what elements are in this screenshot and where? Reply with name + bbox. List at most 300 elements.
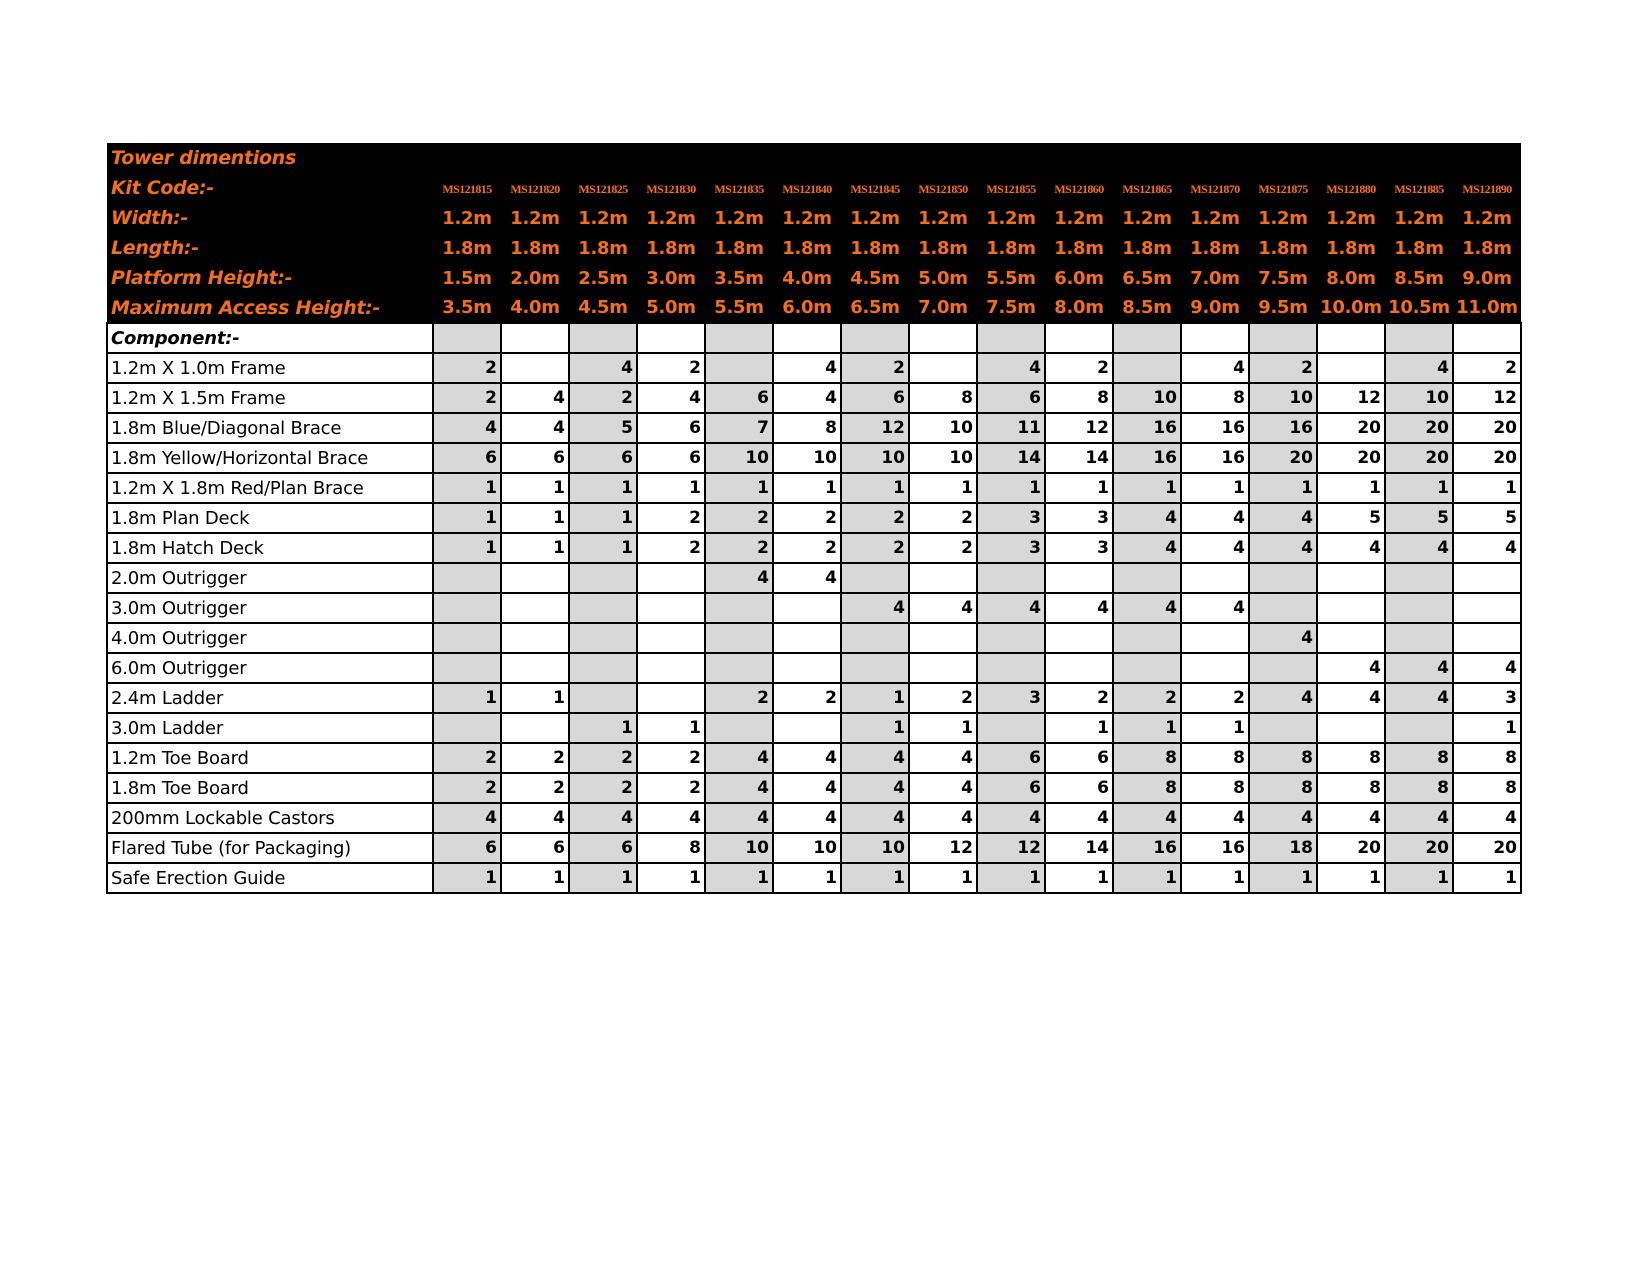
component-quantity: 6 xyxy=(1045,773,1113,803)
header-blank-cell xyxy=(637,143,705,173)
component-quantity: 2 xyxy=(501,743,569,773)
component-name: 200mm Lockable Castors xyxy=(107,803,433,833)
component-quantity: 1 xyxy=(501,683,569,713)
component-quantity: 10 xyxy=(909,443,977,473)
component-quantity: 1 xyxy=(909,863,977,893)
component-quantity: 1 xyxy=(501,473,569,503)
component-quantity: 3 xyxy=(977,683,1045,713)
access-height-row-value: 4.5m xyxy=(569,293,637,323)
component-quantity: 4 xyxy=(1249,503,1317,533)
component-quantity: 1 xyxy=(1181,713,1249,743)
component-quantity xyxy=(1453,623,1521,653)
component-quantity: 2 xyxy=(841,533,909,563)
component-quantity: 4 xyxy=(501,383,569,413)
header-blank-cell xyxy=(841,143,909,173)
table-row xyxy=(107,713,1521,743)
component-quantity: 1 xyxy=(433,503,501,533)
component-name: 2.0m Outrigger xyxy=(107,563,433,593)
kit-code-row-value: MS121855 xyxy=(977,173,1045,203)
access-height-row-value: 3.5m xyxy=(433,293,501,323)
length-row-value: 1.8m xyxy=(569,233,637,263)
component-header-cell xyxy=(637,323,705,353)
component-quantity xyxy=(1181,653,1249,683)
component-quantity: 16 xyxy=(1181,443,1249,473)
kit-code-row-value: MS121815 xyxy=(433,173,501,203)
component-quantity: 2 xyxy=(705,533,773,563)
component-quantity: 8 xyxy=(1045,383,1113,413)
component-quantity: 10 xyxy=(705,833,773,863)
component-quantity: 2 xyxy=(569,773,637,803)
component-quantity: 5 xyxy=(569,413,637,443)
component-quantity xyxy=(637,623,705,653)
platform-height-row xyxy=(107,263,1521,293)
platform-height-row-value: 1.5m xyxy=(433,263,501,293)
platform-height-row-value: 7.5m xyxy=(1249,263,1317,293)
component-quantity: 1 xyxy=(841,473,909,503)
platform-height-row-value: 8.0m xyxy=(1317,263,1385,293)
component-quantity xyxy=(1317,713,1385,743)
component-quantity: 18 xyxy=(1249,833,1317,863)
component-quantity xyxy=(569,683,637,713)
component-quantity: 1 xyxy=(433,863,501,893)
component-quantity: 4 xyxy=(1385,353,1453,383)
component-quantity: 4 xyxy=(433,803,501,833)
component-quantity: 1 xyxy=(909,713,977,743)
kit-table-container xyxy=(106,143,1522,894)
component-name: 3.0m Ladder xyxy=(107,713,433,743)
component-quantity: 4 xyxy=(705,803,773,833)
component-quantity xyxy=(501,353,569,383)
access-height-row-value: 9.5m xyxy=(1249,293,1317,323)
length-row-label: Length:- xyxy=(107,233,433,263)
kit-component-table xyxy=(106,143,1522,894)
component-header-row xyxy=(107,323,1521,353)
component-quantity: 6 xyxy=(433,443,501,473)
component-quantity: 2 xyxy=(433,353,501,383)
component-quantity: 1 xyxy=(501,863,569,893)
component-quantity: 1 xyxy=(501,503,569,533)
kit-code-row-value: MS121885 xyxy=(1385,173,1453,203)
component-quantity xyxy=(433,653,501,683)
table-row xyxy=(107,803,1521,833)
component-quantity xyxy=(501,713,569,743)
component-quantity xyxy=(705,653,773,683)
component-quantity: 6 xyxy=(841,383,909,413)
width-row-label: Width:- xyxy=(107,203,433,233)
access-height-row-value: 5.0m xyxy=(637,293,705,323)
component-quantity: 2 xyxy=(433,383,501,413)
component-quantity xyxy=(977,623,1045,653)
title-row-label: Tower dimentions xyxy=(107,143,433,173)
component-quantity: 1 xyxy=(1113,473,1181,503)
width-row-value: 1.2m xyxy=(977,203,1045,233)
component-quantity: 4 xyxy=(1385,533,1453,563)
component-quantity: 1 xyxy=(637,713,705,743)
component-quantity: 6 xyxy=(569,833,637,863)
component-quantity: 1 xyxy=(1249,863,1317,893)
component-quantity xyxy=(1317,623,1385,653)
component-quantity xyxy=(637,563,705,593)
component-header-label: Component:- xyxy=(107,323,433,353)
component-quantity xyxy=(1317,353,1385,383)
component-quantity: 8 xyxy=(1181,383,1249,413)
length-row-value: 1.8m xyxy=(1181,233,1249,263)
length-row-value: 1.8m xyxy=(773,233,841,263)
component-quantity xyxy=(705,353,773,383)
table-row xyxy=(107,473,1521,503)
component-quantity: 8 xyxy=(637,833,705,863)
length-row-value: 1.8m xyxy=(1045,233,1113,263)
component-quantity: 4 xyxy=(1113,593,1181,623)
header-blank-cell xyxy=(1385,143,1453,173)
component-quantity xyxy=(637,683,705,713)
component-quantity: 16 xyxy=(1181,833,1249,863)
component-name: 1.2m Toe Board xyxy=(107,743,433,773)
component-quantity: 14 xyxy=(977,443,1045,473)
table-row xyxy=(107,413,1521,443)
component-quantity: 8 xyxy=(1317,773,1385,803)
component-quantity: 8 xyxy=(1113,773,1181,803)
component-header-cell xyxy=(1385,323,1453,353)
component-quantity: 4 xyxy=(1181,533,1249,563)
component-quantity: 8 xyxy=(1181,743,1249,773)
component-quantity: 4 xyxy=(1181,593,1249,623)
component-quantity: 4 xyxy=(1317,683,1385,713)
component-quantity: 1 xyxy=(1045,473,1113,503)
component-quantity: 4 xyxy=(705,773,773,803)
component-quantity: 16 xyxy=(1181,413,1249,443)
width-row-value: 1.2m xyxy=(841,203,909,233)
component-quantity: 6 xyxy=(977,383,1045,413)
component-quantity: 4 xyxy=(909,593,977,623)
component-quantity: 16 xyxy=(1113,413,1181,443)
component-quantity xyxy=(1317,563,1385,593)
component-quantity: 10 xyxy=(773,443,841,473)
component-quantity: 3 xyxy=(1045,503,1113,533)
component-quantity: 5 xyxy=(1453,503,1521,533)
component-quantity: 2 xyxy=(637,743,705,773)
component-quantity: 1 xyxy=(1385,863,1453,893)
component-quantity: 8 xyxy=(1113,743,1181,773)
component-name: 1.2m X 1.5m Frame xyxy=(107,383,433,413)
component-quantity: 6 xyxy=(977,743,1045,773)
component-quantity xyxy=(841,623,909,653)
table-row xyxy=(107,653,1521,683)
component-quantity: 1 xyxy=(1249,473,1317,503)
component-quantity: 2 xyxy=(909,533,977,563)
component-quantity: 20 xyxy=(1249,443,1317,473)
component-quantity: 11 xyxy=(977,413,1045,443)
component-quantity xyxy=(1045,623,1113,653)
kit-code-row-value: MS121840 xyxy=(773,173,841,203)
component-header-cell xyxy=(1181,323,1249,353)
component-name: 1.8m Yellow/Horizontal Brace xyxy=(107,443,433,473)
kit-code-row-label: Kit Code:- xyxy=(107,173,433,203)
component-name: 1.8m Toe Board xyxy=(107,773,433,803)
component-quantity xyxy=(1045,653,1113,683)
component-quantity: 1 xyxy=(501,533,569,563)
component-quantity: 4 xyxy=(909,803,977,833)
length-row xyxy=(107,233,1521,263)
component-quantity: 4 xyxy=(1113,503,1181,533)
component-quantity: 4 xyxy=(1317,653,1385,683)
component-quantity: 12 xyxy=(1045,413,1113,443)
component-quantity xyxy=(637,593,705,623)
access-height-row-value: 8.0m xyxy=(1045,293,1113,323)
component-quantity: 14 xyxy=(1045,833,1113,863)
component-quantity: 4 xyxy=(569,803,637,833)
component-quantity: 10 xyxy=(1113,383,1181,413)
platform-height-row-value: 5.5m xyxy=(977,263,1045,293)
component-quantity xyxy=(909,653,977,683)
component-quantity: 8 xyxy=(1385,743,1453,773)
component-quantity: 4 xyxy=(977,593,1045,623)
kit-code-row-value: MS121870 xyxy=(1181,173,1249,203)
component-quantity: 8 xyxy=(1181,773,1249,803)
header-blank-cell xyxy=(1181,143,1249,173)
component-quantity: 8 xyxy=(1249,743,1317,773)
component-quantity: 12 xyxy=(977,833,1045,863)
component-quantity xyxy=(501,623,569,653)
component-quantity: 4 xyxy=(977,803,1045,833)
component-quantity: 2 xyxy=(1453,353,1521,383)
component-quantity: 2 xyxy=(501,773,569,803)
component-name: 1.8m Blue/Diagonal Brace xyxy=(107,413,433,443)
component-quantity: 16 xyxy=(1113,443,1181,473)
component-quantity: 1 xyxy=(773,473,841,503)
component-name: Safe Erection Guide xyxy=(107,863,433,893)
component-quantity: 1 xyxy=(1045,713,1113,743)
component-quantity xyxy=(433,713,501,743)
kit-code-row-value: MS121835 xyxy=(705,173,773,203)
component-quantity: 1 xyxy=(909,473,977,503)
component-quantity xyxy=(569,653,637,683)
kit-code-row-value: MS121880 xyxy=(1317,173,1385,203)
component-quantity: 4 xyxy=(773,563,841,593)
component-quantity: 4 xyxy=(773,743,841,773)
component-quantity: 10 xyxy=(705,443,773,473)
component-quantity: 7 xyxy=(705,413,773,443)
header-blank-cell xyxy=(1045,143,1113,173)
component-quantity: 4 xyxy=(773,383,841,413)
component-quantity: 1 xyxy=(841,683,909,713)
component-quantity: 1 xyxy=(1453,473,1521,503)
length-row-value: 1.8m xyxy=(977,233,1045,263)
component-quantity xyxy=(909,563,977,593)
component-quantity: 2 xyxy=(569,383,637,413)
component-quantity: 2 xyxy=(841,353,909,383)
access-height-row-value: 11.0m xyxy=(1453,293,1521,323)
component-quantity xyxy=(433,593,501,623)
kit-code-row xyxy=(107,173,1521,203)
component-quantity: 4 xyxy=(1385,803,1453,833)
component-quantity: 4 xyxy=(1045,803,1113,833)
component-quantity xyxy=(569,623,637,653)
component-quantity: 1 xyxy=(1045,863,1113,893)
component-header-cell xyxy=(1317,323,1385,353)
component-quantity: 2 xyxy=(705,683,773,713)
component-quantity: 8 xyxy=(1453,743,1521,773)
component-quantity: 4 xyxy=(909,743,977,773)
component-quantity xyxy=(1113,623,1181,653)
component-quantity: 10 xyxy=(841,443,909,473)
access-height-row-label: Maximum Access Height:- xyxy=(107,293,433,323)
component-quantity: 6 xyxy=(569,443,637,473)
component-quantity xyxy=(1249,713,1317,743)
component-quantity: 1 xyxy=(1113,713,1181,743)
access-height-row-value: 5.5m xyxy=(705,293,773,323)
component-quantity xyxy=(569,593,637,623)
component-quantity: 4 xyxy=(1045,593,1113,623)
component-quantity xyxy=(1385,623,1453,653)
component-quantity: 3 xyxy=(1045,533,1113,563)
component-quantity: 4 xyxy=(637,803,705,833)
kit-code-row-value: MS121850 xyxy=(909,173,977,203)
component-quantity: 1 xyxy=(569,533,637,563)
access-height-row-value: 10.5m xyxy=(1385,293,1453,323)
kit-code-row-value: MS121890 xyxy=(1453,173,1521,203)
component-quantity xyxy=(1385,593,1453,623)
component-quantity: 20 xyxy=(1385,413,1453,443)
component-quantity xyxy=(501,563,569,593)
component-quantity xyxy=(1181,563,1249,593)
component-header-cell xyxy=(773,323,841,353)
component-quantity: 6 xyxy=(637,443,705,473)
component-quantity: 4 xyxy=(841,803,909,833)
component-quantity xyxy=(773,713,841,743)
component-quantity: 2 xyxy=(1045,683,1113,713)
component-name: 1.2m X 1.0m Frame xyxy=(107,353,433,383)
component-header-cell xyxy=(977,323,1045,353)
component-quantity: 8 xyxy=(773,413,841,443)
component-name: 1.8m Hatch Deck xyxy=(107,533,433,563)
platform-height-row-value: 2.0m xyxy=(501,263,569,293)
component-name: 3.0m Outrigger xyxy=(107,593,433,623)
width-row-value: 1.2m xyxy=(1181,203,1249,233)
component-quantity: 12 xyxy=(841,413,909,443)
component-quantity xyxy=(1181,623,1249,653)
component-quantity: 3 xyxy=(977,533,1045,563)
component-quantity xyxy=(909,353,977,383)
component-quantity: 4 xyxy=(1249,623,1317,653)
component-quantity: 2 xyxy=(637,773,705,803)
component-quantity: 4 xyxy=(1249,533,1317,563)
width-row-value: 1.2m xyxy=(1249,203,1317,233)
component-quantity: 20 xyxy=(1317,443,1385,473)
component-quantity: 1 xyxy=(705,863,773,893)
component-quantity: 20 xyxy=(1317,833,1385,863)
component-quantity: 2 xyxy=(773,503,841,533)
length-row-value: 1.8m xyxy=(1317,233,1385,263)
component-quantity: 16 xyxy=(1249,413,1317,443)
component-quantity: 2 xyxy=(637,353,705,383)
component-quantity: 12 xyxy=(1317,383,1385,413)
component-quantity: 1 xyxy=(433,473,501,503)
component-quantity: 1 xyxy=(1181,473,1249,503)
component-quantity: 4 xyxy=(1181,503,1249,533)
access-height-row-value: 9.0m xyxy=(1181,293,1249,323)
platform-height-row-value: 5.0m xyxy=(909,263,977,293)
component-quantity: 2 xyxy=(705,503,773,533)
width-row-value: 1.2m xyxy=(637,203,705,233)
component-quantity: 1 xyxy=(705,473,773,503)
component-quantity: 2 xyxy=(1181,683,1249,713)
component-header-cell xyxy=(705,323,773,353)
component-quantity xyxy=(705,593,773,623)
component-header-cell xyxy=(433,323,501,353)
component-quantity: 1 xyxy=(1453,863,1521,893)
component-quantity: 6 xyxy=(501,833,569,863)
length-row-value: 1.8m xyxy=(1385,233,1453,263)
platform-height-row-value: 2.5m xyxy=(569,263,637,293)
component-quantity: 20 xyxy=(1385,443,1453,473)
width-row-value: 1.2m xyxy=(773,203,841,233)
kit-code-row-value: MS121875 xyxy=(1249,173,1317,203)
component-quantity: 1 xyxy=(1317,473,1385,503)
component-name: 1.2m X 1.8m Red/Plan Brace xyxy=(107,473,433,503)
component-quantity: 1 xyxy=(433,533,501,563)
table-row xyxy=(107,773,1521,803)
component-quantity: 1 xyxy=(977,473,1045,503)
width-row-value: 1.2m xyxy=(705,203,773,233)
component-header-cell xyxy=(501,323,569,353)
component-quantity: 8 xyxy=(1453,773,1521,803)
component-quantity: 2 xyxy=(909,683,977,713)
component-quantity xyxy=(773,623,841,653)
platform-height-row-value: 3.0m xyxy=(637,263,705,293)
component-quantity: 4 xyxy=(1113,533,1181,563)
component-quantity: 4 xyxy=(773,773,841,803)
component-header-cell xyxy=(909,323,977,353)
component-quantity: 6 xyxy=(1045,743,1113,773)
component-quantity: 1 xyxy=(637,473,705,503)
access-height-row-value: 8.5m xyxy=(1113,293,1181,323)
component-quantity: 2 xyxy=(1045,353,1113,383)
header-blank-cell xyxy=(433,143,501,173)
kit-code-row-value: MS121845 xyxy=(841,173,909,203)
platform-height-row-value: 4.0m xyxy=(773,263,841,293)
kit-code-row-value: MS121830 xyxy=(637,173,705,203)
access-height-row-value: 6.0m xyxy=(773,293,841,323)
component-quantity: 4 xyxy=(1249,683,1317,713)
component-quantity: 1 xyxy=(773,863,841,893)
component-header-cell xyxy=(841,323,909,353)
component-quantity: 4 xyxy=(773,803,841,833)
component-quantity: 1 xyxy=(569,473,637,503)
component-quantity: 14 xyxy=(1045,443,1113,473)
width-row-value: 1.2m xyxy=(1045,203,1113,233)
width-row-value: 1.2m xyxy=(909,203,977,233)
component-quantity: 2 xyxy=(569,743,637,773)
kit-code-row-value: MS121820 xyxy=(501,173,569,203)
table-row xyxy=(107,863,1521,893)
kit-code-row-value: MS121860 xyxy=(1045,173,1113,203)
component-quantity: 20 xyxy=(1453,833,1521,863)
component-quantity: 4 xyxy=(501,803,569,833)
header-blank-cell xyxy=(773,143,841,173)
component-quantity: 12 xyxy=(1453,383,1521,413)
component-quantity: 10 xyxy=(773,833,841,863)
platform-height-row-value: 8.5m xyxy=(1385,263,1453,293)
component-quantity: 20 xyxy=(1385,833,1453,863)
component-quantity: 10 xyxy=(841,833,909,863)
component-quantity xyxy=(841,563,909,593)
component-quantity xyxy=(1113,653,1181,683)
component-quantity xyxy=(569,563,637,593)
table-row xyxy=(107,533,1521,563)
component-header-cell xyxy=(569,323,637,353)
component-quantity: 1 xyxy=(1453,713,1521,743)
